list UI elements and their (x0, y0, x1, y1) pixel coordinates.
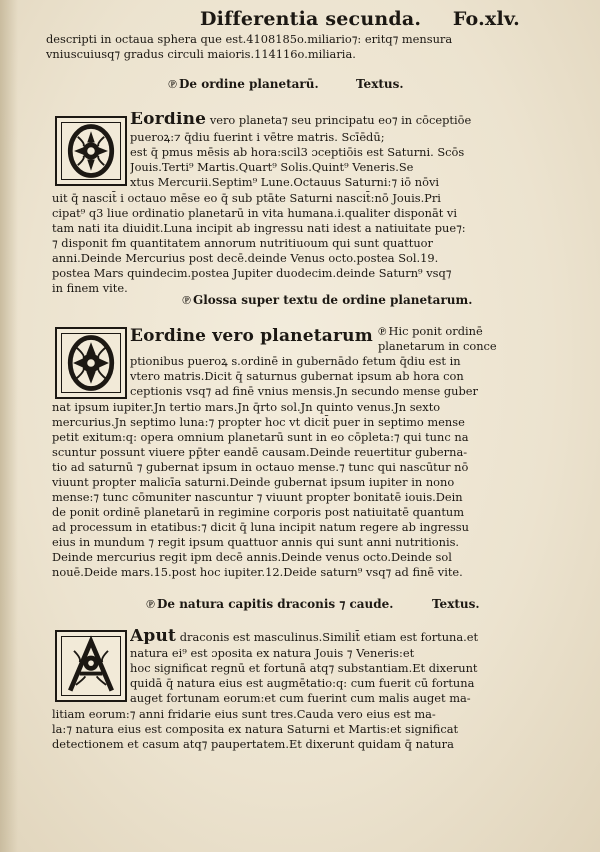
text-line: ceptionis vsq⁊ ad finē vnius mensis.Jn secundo mense guber (130, 384, 478, 398)
text-line: quidā q̄ natura eius est augmētatio:q: cum fuerit cū fortuna (130, 676, 475, 690)
decorated-initial (55, 327, 127, 399)
text-line: Eordine vero planeta⁊ seu principatu eo⁊ in cōceptiōe (130, 112, 472, 127)
text-line: mense:⁊ tunc cōmuniter nascuntur ⁊ viuunt propter bonitatē iouis.Dein (52, 490, 463, 504)
text-line: nouē.Deide mars.15.post hoc iupiter.12.Deide saturn⁹ vsq⁊ ad finē vite. (52, 565, 463, 579)
floral-initial-icon (57, 118, 125, 184)
text-line: hoc significat regnū et fortunā atq⁊ substantiam.Et dixerunt (130, 661, 478, 675)
section-heading: ℗ Glossa super textu de ordine planetarum. (182, 293, 473, 307)
textus-label: Textus. (432, 597, 480, 611)
intro-line: vniuscuiusq⁊ gradus circuli maioris.114116o.miliaria. (46, 47, 356, 61)
text-line: est q̄ pmus mēsis ab hora:scil3 ɔceptiōis est Saturni. Scōs (130, 145, 465, 159)
section-heading: ℗ De ordine planetarū. (168, 77, 319, 91)
page-gutter-shadow (0, 0, 18, 852)
text-line: petit exitum:q: opera omnium planetarū sunt in eo cōpleta:⁊ qui tunc na (52, 430, 469, 444)
text-line: pueroꝝ:⁊ q̄diu fuerint i vētre matris. Scīēdū; (130, 130, 385, 144)
text-line: detectionem et casum atq⁊ paupertatem.Et dixerunt quidam q̄ natura (52, 737, 454, 751)
text-line: ⁊ disponit fm quantitatem annorum nutritiuoum qui sunt quattuor (52, 236, 433, 250)
text-line: xtus Mercurii.Septim⁹ Lune.Octauus Saturni:⁊ iō nōvi (130, 175, 440, 189)
lead-line: Eordine vero planetarum (130, 326, 373, 346)
text-line: Jouis.Terti⁹ Martis.Quart⁹ Solis.Quint⁹ Veneris.Se (130, 160, 414, 174)
text-line: tio ad saturnū ⁊ gubernat ipsum in octauo mense.⁊ tunc qui nascūtur nō (52, 460, 469, 474)
text-line: mercurius.Jn septimo luna:⁊ propter hoc vt dicit̄ puer in septimo mense (52, 415, 465, 429)
text-line: eius in mundum ⁊ regit ipsum quattuor annis qui sunt anni nutritionis. (52, 535, 460, 549)
text-line: la:⁊ natura eius est composita ex natura Saturni et Martis:et significat (52, 722, 459, 736)
text-line: in finem vite. (52, 281, 128, 295)
text-line: tam nati ita diuidit.Luna incipit ab ingressu nati idest a natiuitate pue⁊: (52, 221, 466, 235)
decorated-initial (55, 630, 127, 702)
folio-number: Fo.xlv. (452, 8, 520, 30)
text-line: natura ei⁹ est ɔposita ex natura Jouis ⁊ Veneris:et (130, 646, 415, 660)
textus-label: Textus. (356, 77, 404, 91)
text-line: planetarum in conce (378, 339, 497, 353)
text-line: Deinde mercurius regit ipm decē annis.Deinde venus octo.Deinde sol (52, 550, 452, 564)
floral-initial-icon (57, 632, 125, 700)
running-header (200, 8, 520, 30)
text-line: ℗ Hic ponit ordinē (378, 324, 483, 338)
text-line: anni.Deinde Mercurius post decē.deinde Venus octo.postea Sol.19. (52, 251, 439, 265)
text-line: postea Mars quindecim.postea Jupiter duodecim.deinde Saturn⁹ vsq⁊ (52, 266, 452, 280)
intro-line: descripti in octaua sphera que est.4108185o.miliario⁊: eritq⁊ mensura (46, 32, 453, 46)
text-line: auget fortunam eorum:et cum fuerint cum malis auget ma- (130, 691, 471, 705)
header-title: Differentia secunda. (200, 8, 422, 30)
text-line: ad processum in etatibus:⁊ dicit q̄ luna incipit natum regere ab ingressu (52, 520, 469, 534)
text-line: ptionibus pueroꝝ s.ordinē in gubernādo fetum q̄diu est in (130, 354, 461, 368)
text-line: nat ipsum iupiter.Jn tertio mars.Jn q̄rto sol.Jn quinto venus.Jn sexto (52, 400, 441, 414)
text-line: Aput draconis est masculinus.Similit̄ etiam est fortuna.et (130, 629, 479, 644)
decorated-initial (55, 116, 127, 186)
text-line: scuntur possunt viuere pp̄ter eandē causam.Deinde reuertitur guberna- (52, 445, 468, 459)
text-line: uit q̄ nascit̄ i octauo mēse eo q̄ sub ptāte Saturni nascit̄:nō Jouis.Pri (52, 191, 441, 205)
section-heading: ℗ De natura capitis draconis ⁊ caude. (146, 597, 394, 611)
text-line: vtero matris.Dicit q̄ saturnus gubernat ipsum ab hora con (130, 369, 464, 383)
floral-initial-icon (57, 329, 125, 397)
text-line: cipat⁹ q3 liue ordinatio planetarū in vita humana.i.qualiter disponāt vi (52, 206, 458, 220)
text-line: viuunt propter malicīa saturni.Deinde gubernat ipsum iupiter in nono (52, 475, 455, 489)
text-line: de ponit ordinē planetarū in regimine corporis post natiuitatē quantum (52, 505, 465, 519)
text-line: litiam eorum:⁊ anni fridarie eius sunt tres.Cauda vero eius est ma- (52, 707, 436, 721)
